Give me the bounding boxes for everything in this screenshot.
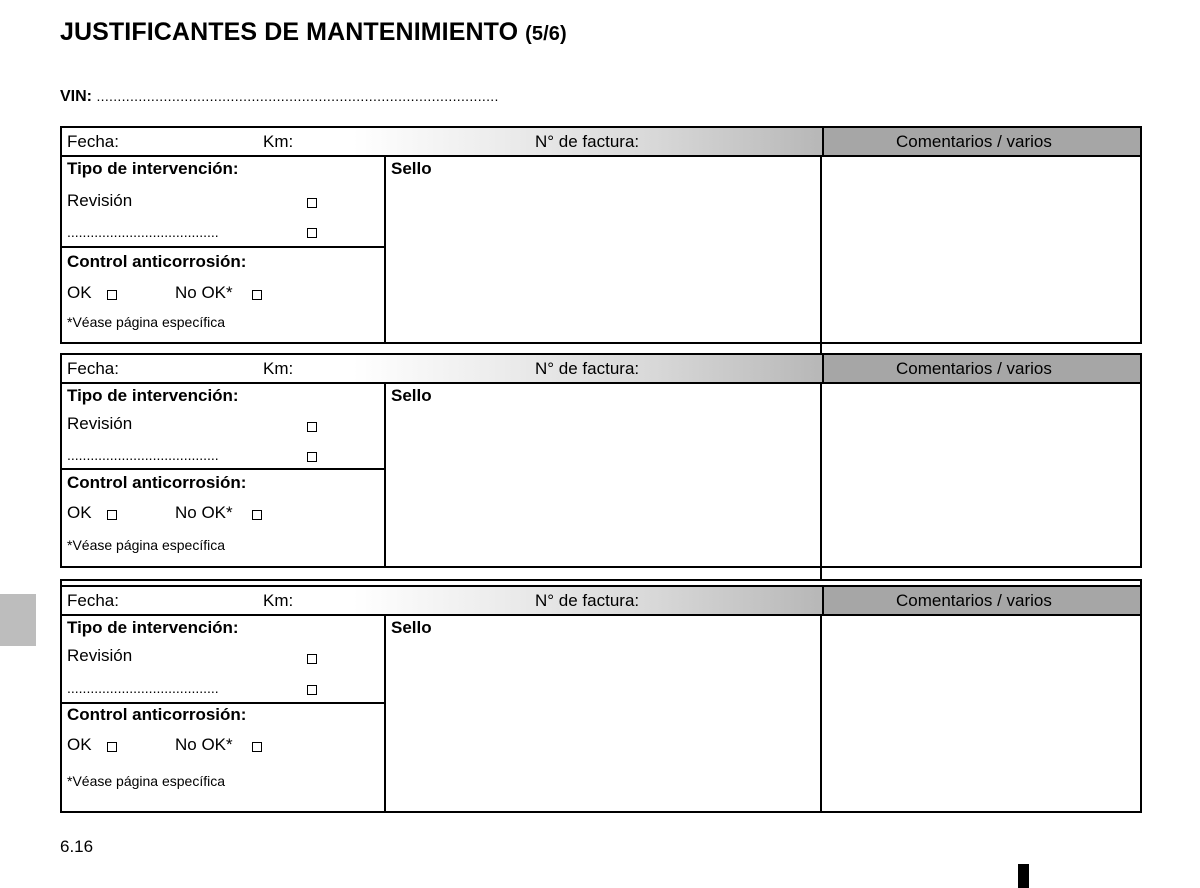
control-label: Control anticorrosión: (67, 473, 247, 492)
divider (62, 702, 384, 704)
nook-checkbox[interactable] (252, 510, 262, 520)
other-dotted-line: ....................................... (67, 447, 219, 463)
km-label: Km: (263, 359, 294, 378)
vease-note: *Véase página específica (67, 773, 225, 789)
km-label: Km: (263, 132, 294, 151)
control-label: Control anticorrosión: (67, 252, 247, 271)
record-header (62, 128, 1140, 157)
other-checkbox[interactable] (307, 685, 317, 695)
record-header (62, 355, 1140, 384)
chapter-tab (0, 594, 36, 646)
ok-checkbox[interactable] (107, 510, 117, 520)
page-title (60, 18, 567, 47)
stamp-column (386, 616, 822, 811)
maintenance-record-1 (60, 126, 1142, 344)
stamp-column (386, 157, 822, 342)
ok-label: OK (67, 503, 92, 522)
vease-note: *Véase página específica (67, 314, 225, 330)
revision-checkbox[interactable] (307, 654, 317, 664)
page-number: 6.16 (60, 837, 94, 856)
sello-label: Sello (391, 618, 432, 637)
ok-checkbox[interactable] (107, 742, 117, 752)
ok-label: OK (67, 735, 92, 754)
vin-label: VIN: (60, 88, 92, 105)
tipo-label: Tipo de intervención: (67, 618, 239, 637)
fecha-label: Fecha: (67, 359, 119, 378)
factura-label: N° de factura: (535, 591, 640, 610)
revision-label: Revisión (67, 191, 133, 210)
comment-header-cell (822, 355, 1140, 382)
factura-label: N° de factura: (535, 132, 640, 151)
other-checkbox[interactable] (307, 452, 317, 462)
fecha-label: Fecha: (67, 132, 119, 151)
km-label: Km: (263, 591, 294, 610)
revision-checkbox[interactable] (307, 422, 317, 432)
sello-label: Sello (391, 159, 432, 178)
ok-checkbox[interactable] (107, 290, 117, 300)
comment-header-cell (822, 128, 1140, 155)
factura-label: N° de factura: (535, 359, 640, 378)
comment-header-cell (822, 587, 1140, 614)
nook-label: No OK* (175, 503, 233, 522)
vin-field (60, 88, 499, 106)
header-top-rule (62, 585, 1140, 587)
title-main: JUSTIFICANTES DE MANTENIMIENTO (60, 18, 519, 46)
fecha-label: Fecha: (67, 591, 119, 610)
record-header (62, 587, 1140, 616)
nook-checkbox[interactable] (252, 742, 262, 752)
nook-label: No OK* (175, 735, 233, 754)
other-dotted-line: ....................................... (67, 224, 219, 240)
divider (62, 246, 384, 248)
control-label: Control anticorrosión: (67, 705, 247, 724)
other-dotted-line: ....................................... (67, 680, 219, 696)
comentarios-label: Comentarios / varios (896, 132, 1052, 151)
nook-checkbox[interactable] (252, 290, 262, 300)
other-checkbox[interactable] (307, 228, 317, 238)
page-edge-marker (1018, 864, 1029, 888)
maintenance-record-2 (60, 353, 1142, 568)
revision-checkbox[interactable] (307, 198, 317, 208)
sello-label: Sello (391, 386, 432, 405)
nook-label: No OK* (175, 283, 233, 302)
ok-label: OK (67, 283, 92, 302)
revision-label: Revisión (67, 646, 133, 665)
tipo-label: Tipo de intervención: (67, 386, 239, 405)
tipo-label: Tipo de intervención: (67, 159, 239, 178)
maintenance-record-3 (60, 579, 1142, 813)
vease-note: *Véase página específica (67, 537, 225, 553)
revision-label: Revisión (67, 414, 133, 433)
comentarios-label: Comentarios / varios (896, 359, 1052, 378)
stamp-column (386, 384, 822, 566)
comentarios-label: Comentarios / varios (896, 591, 1052, 610)
divider (62, 468, 384, 470)
vin-dots: ................................................................................................ (96, 88, 499, 104)
title-part: (5/6) (525, 23, 567, 45)
